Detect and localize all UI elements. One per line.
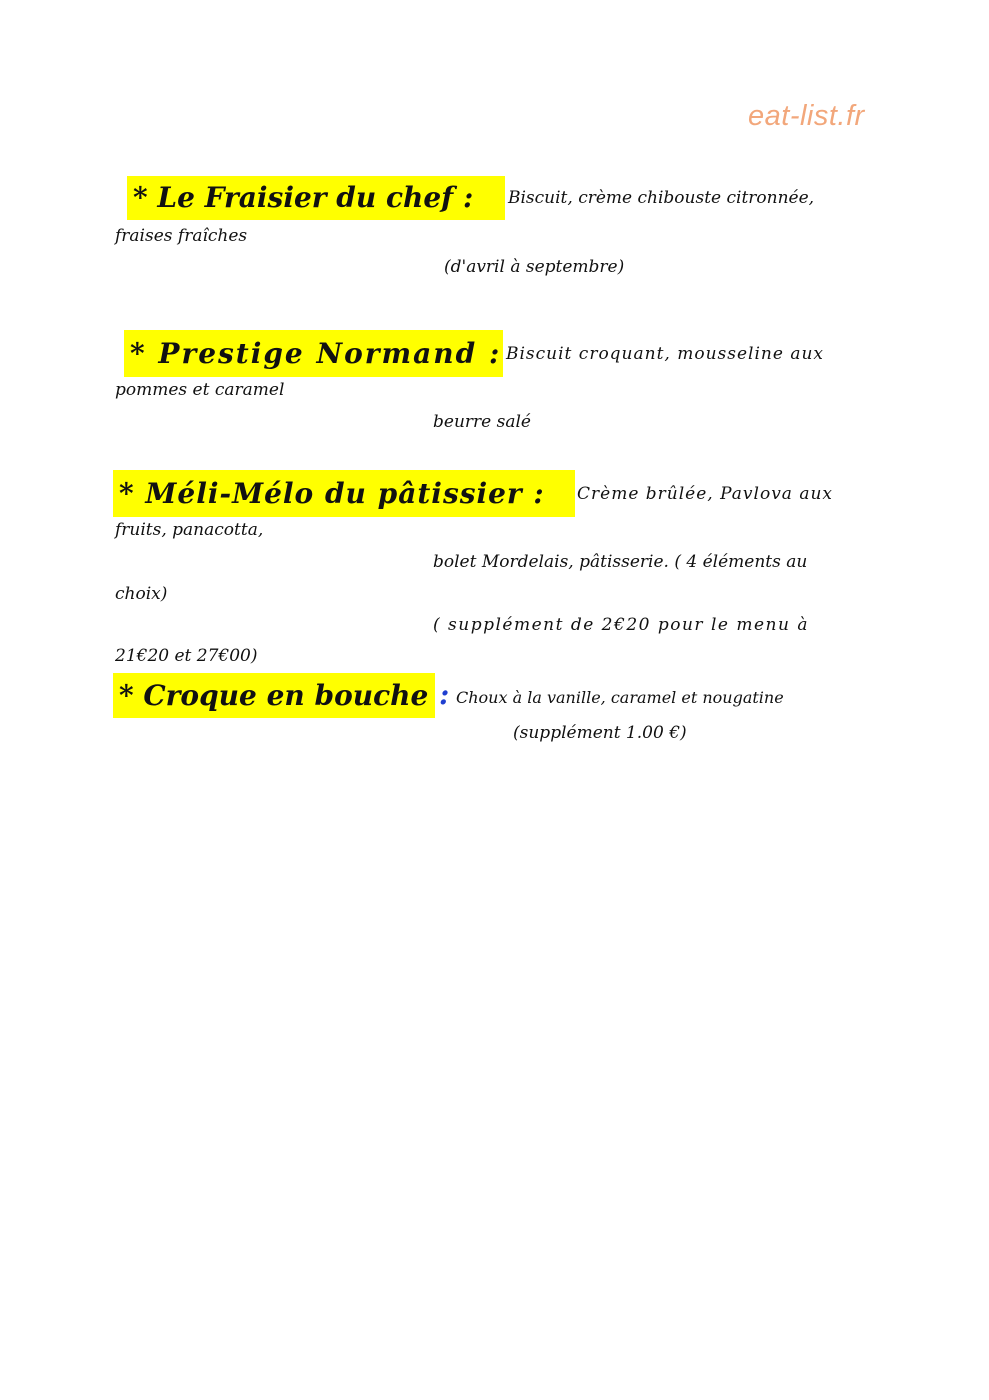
item-title: * Méli-Mélo du pâtissier : bbox=[113, 470, 575, 517]
item-description-line: fruits, panacotta, bbox=[115, 520, 264, 540]
item-description: Choux à la vanille, caramel et nougatine bbox=[456, 688, 784, 707]
item-supplement-line: 21€20 et 27€00) bbox=[115, 646, 258, 666]
item-title: * Croque en bouche bbox=[113, 673, 435, 718]
item-description: Crème brûlée, Pavlova aux bbox=[577, 484, 834, 504]
item-supplement: (supplément 1.00 €) bbox=[513, 723, 687, 743]
item-description-line: bolet Mordelais, pâtisserie. ( 4 éléments au bbox=[433, 552, 808, 572]
item-description-line: choix) bbox=[115, 584, 168, 604]
item-description-line: pommes et caramel bbox=[115, 380, 285, 400]
title-colon: : bbox=[439, 678, 450, 711]
item-title: * Le Fraisier du chef : bbox=[127, 176, 505, 220]
item-title: * Prestige Normand : bbox=[124, 330, 503, 377]
item-availability: (d'avril à septembre) bbox=[444, 257, 625, 277]
item-description-line: fraises fraîches bbox=[115, 226, 248, 246]
watermark: eat-list.fr bbox=[748, 100, 865, 132]
item-description-line: beurre salé bbox=[433, 412, 531, 432]
item-description: Biscuit, crème chibouste citronnée, bbox=[508, 188, 815, 208]
item-description: Biscuit croquant, mousseline aux bbox=[506, 344, 825, 364]
item-supplement: ( supplément de 2€20 pour le menu à bbox=[433, 615, 809, 635]
